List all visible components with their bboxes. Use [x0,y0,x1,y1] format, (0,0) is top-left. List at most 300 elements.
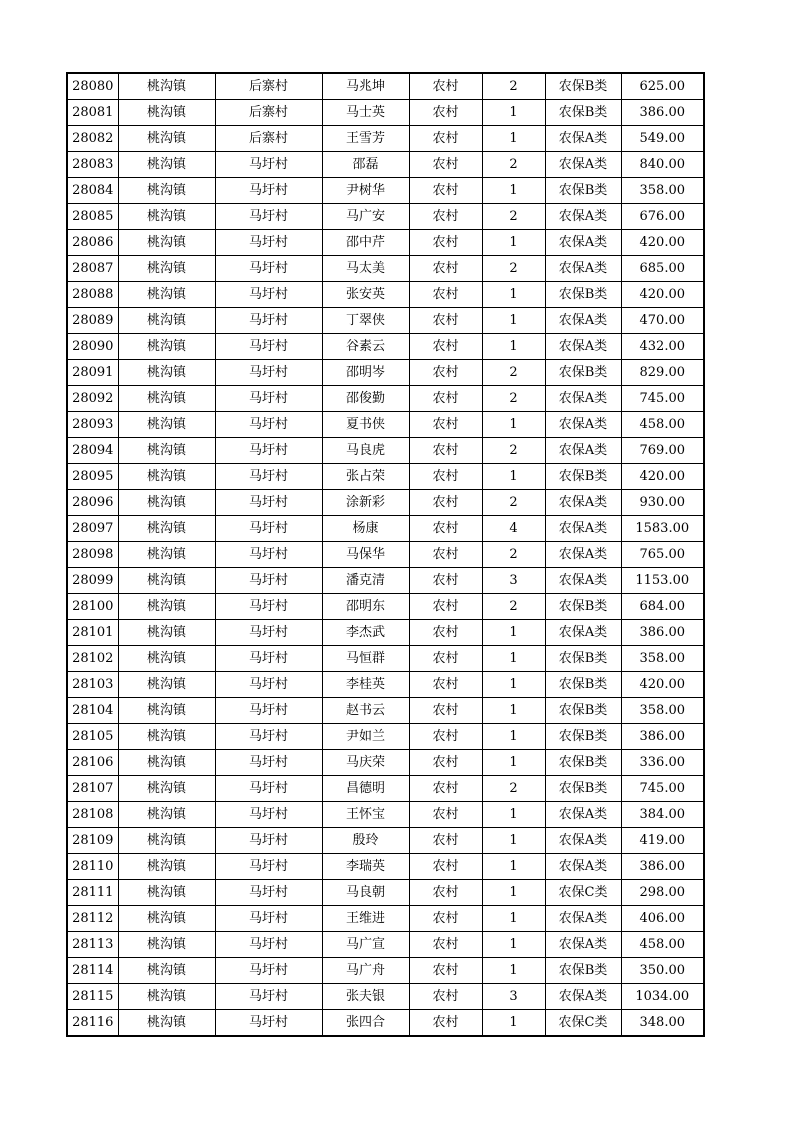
town-cell: 桃沟镇 [118,73,215,100]
insurance-category-cell: 农保A类 [545,906,621,932]
insurance-category-cell: 农保B类 [545,282,621,308]
insurance-category-cell: 农保A类 [545,308,621,334]
person-count-cell: 1 [482,828,545,854]
amount-cell: 685.00 [621,256,704,282]
record-id-cell: 28094 [67,438,118,464]
insurance-category-cell: 农保A类 [545,256,621,282]
record-id-cell: 28103 [67,672,118,698]
amount-cell: 840.00 [621,152,704,178]
household-type-cell: 农村 [409,568,482,594]
insurance-category-cell: 农保A类 [545,152,621,178]
town-cell: 桃沟镇 [118,230,215,256]
name-cell: 赵书云 [322,698,409,724]
amount-cell: 470.00 [621,308,704,334]
town-cell: 桃沟镇 [118,516,215,542]
amount-cell: 625.00 [621,73,704,100]
table-row [67,672,704,698]
table-row [67,750,704,776]
table-row [67,73,704,100]
table-row [67,386,704,412]
record-id-cell: 28098 [67,542,118,568]
village-cell: 马圩村 [215,282,322,308]
name-cell: 涂新彩 [322,490,409,516]
record-id-cell: 28097 [67,516,118,542]
table-row [67,698,704,724]
amount-cell: 350.00 [621,958,704,984]
name-cell: 马兆坤 [322,73,409,100]
insurance-category-cell: 农保C类 [545,1010,621,1037]
village-cell: 马圩村 [215,802,322,828]
table-row [67,620,704,646]
insurance-category-cell: 农保A类 [545,334,621,360]
name-cell: 谷素云 [322,334,409,360]
table-row [67,958,704,984]
household-type-cell: 农村 [409,490,482,516]
insurance-category-cell: 农保B类 [545,724,621,750]
insurance-category-cell: 农保B类 [545,178,621,204]
household-type-cell: 农村 [409,1010,482,1037]
insurance-category-cell: 农保A类 [545,126,621,152]
table-row [67,308,704,334]
person-count-cell: 2 [482,386,545,412]
record-id-cell: 28081 [67,100,118,126]
person-count-cell: 4 [482,516,545,542]
amount-cell: 386.00 [621,620,704,646]
amount-cell: 406.00 [621,906,704,932]
village-cell: 马圩村 [215,854,322,880]
amount-cell: 358.00 [621,178,704,204]
table-row [67,802,704,828]
amount-cell: 419.00 [621,828,704,854]
village-cell: 马圩村 [215,1010,322,1037]
name-cell: 殷玲 [322,828,409,854]
record-id-cell: 28090 [67,334,118,360]
table-row [67,282,704,308]
insurance-category-cell: 农保A类 [545,412,621,438]
town-cell: 桃沟镇 [118,126,215,152]
person-count-cell: 1 [482,282,545,308]
village-cell: 马圩村 [215,906,322,932]
amount-cell: 829.00 [621,360,704,386]
town-cell: 桃沟镇 [118,698,215,724]
amount-cell: 432.00 [621,334,704,360]
amount-cell: 549.00 [621,126,704,152]
table-row [67,516,704,542]
table-row [67,542,704,568]
town-cell: 桃沟镇 [118,880,215,906]
insurance-category-cell: 农保A类 [545,516,621,542]
person-count-cell: 2 [482,490,545,516]
town-cell: 桃沟镇 [118,984,215,1010]
insurance-category-cell: 农保A类 [545,802,621,828]
table-row [67,906,704,932]
record-id-cell: 28096 [67,490,118,516]
village-cell: 马圩村 [215,880,322,906]
household-type-cell: 农村 [409,750,482,776]
household-type-cell: 农村 [409,126,482,152]
household-type-cell: 农村 [409,308,482,334]
town-cell: 桃沟镇 [118,724,215,750]
person-count-cell: 1 [482,880,545,906]
amount-cell: 1153.00 [621,568,704,594]
record-id-cell: 28084 [67,178,118,204]
insurance-category-cell: 农保C类 [545,880,621,906]
town-cell: 桃沟镇 [118,100,215,126]
household-type-cell: 农村 [409,724,482,750]
village-cell: 马圩村 [215,178,322,204]
name-cell: 马保华 [322,542,409,568]
amount-cell: 384.00 [621,802,704,828]
table-row [67,724,704,750]
insurance-category-cell: 农保B类 [545,73,621,100]
household-type-cell: 农村 [409,256,482,282]
town-cell: 桃沟镇 [118,750,215,776]
record-id-cell: 28100 [67,594,118,620]
village-cell: 马圩村 [215,828,322,854]
insurance-category-cell: 农保A类 [545,568,621,594]
name-cell: 马良朝 [322,880,409,906]
person-count-cell: 1 [482,308,545,334]
record-id-cell: 28093 [67,412,118,438]
person-count-cell: 1 [482,672,545,698]
town-cell: 桃沟镇 [118,464,215,490]
village-cell: 后寨村 [215,100,322,126]
name-cell: 邵俊勤 [322,386,409,412]
person-count-cell: 2 [482,204,545,230]
name-cell: 王雪芳 [322,126,409,152]
insurance-category-cell: 农保A类 [545,386,621,412]
amount-cell: 386.00 [621,100,704,126]
household-type-cell: 农村 [409,542,482,568]
household-type-cell: 农村 [409,984,482,1010]
record-id-cell: 28080 [67,73,118,100]
village-cell: 马圩村 [215,724,322,750]
household-type-cell: 农村 [409,438,482,464]
village-cell: 后寨村 [215,73,322,100]
amount-cell: 420.00 [621,672,704,698]
insurance-category-cell: 农保B类 [545,360,621,386]
insurance-category-cell: 农保A类 [545,828,621,854]
record-id-cell: 28095 [67,464,118,490]
household-type-cell: 农村 [409,412,482,438]
table-row [67,256,704,282]
household-type-cell: 农村 [409,776,482,802]
table-row [67,100,704,126]
name-cell: 昌德明 [322,776,409,802]
record-id-cell: 28092 [67,386,118,412]
person-count-cell: 1 [482,412,545,438]
town-cell: 桃沟镇 [118,958,215,984]
household-type-cell: 农村 [409,100,482,126]
amount-cell: 458.00 [621,932,704,958]
household-type-cell: 农村 [409,646,482,672]
name-cell: 李瑞英 [322,854,409,880]
insurance-category-cell: 农保A类 [545,620,621,646]
name-cell: 马广安 [322,204,409,230]
household-type-cell: 农村 [409,880,482,906]
household-type-cell: 农村 [409,854,482,880]
household-type-cell: 农村 [409,73,482,100]
village-cell: 马圩村 [215,672,322,698]
table-row [67,854,704,880]
person-count-cell: 1 [482,126,545,152]
table-row [67,568,704,594]
table-row [67,984,704,1010]
town-cell: 桃沟镇 [118,1010,215,1037]
name-cell: 尹树华 [322,178,409,204]
amount-cell: 930.00 [621,490,704,516]
town-cell: 桃沟镇 [118,438,215,464]
person-count-cell: 1 [482,698,545,724]
record-id-cell: 28102 [67,646,118,672]
insurance-category-cell: 农保A类 [545,230,621,256]
town-cell: 桃沟镇 [118,308,215,334]
village-cell: 马圩村 [215,620,322,646]
table-row [67,438,704,464]
record-id-cell: 28113 [67,932,118,958]
name-cell: 杨康 [322,516,409,542]
household-type-cell: 农村 [409,178,482,204]
village-cell: 马圩村 [215,932,322,958]
village-cell: 马圩村 [215,152,322,178]
amount-cell: 420.00 [621,230,704,256]
insurance-category-cell: 农保A类 [545,438,621,464]
amount-cell: 1034.00 [621,984,704,1010]
person-count-cell: 2 [482,360,545,386]
town-cell: 桃沟镇 [118,646,215,672]
household-type-cell: 农村 [409,802,482,828]
insurance-category-cell: 农保B类 [545,646,621,672]
name-cell: 马良虎 [322,438,409,464]
person-count-cell: 1 [482,646,545,672]
name-cell: 邵明岑 [322,360,409,386]
person-count-cell: 1 [482,464,545,490]
town-cell: 桃沟镇 [118,178,215,204]
table-row [67,828,704,854]
table-row [67,776,704,802]
household-type-cell: 农村 [409,282,482,308]
record-id-cell: 28086 [67,230,118,256]
person-count-cell: 2 [482,152,545,178]
village-cell: 马圩村 [215,256,322,282]
amount-cell: 765.00 [621,542,704,568]
town-cell: 桃沟镇 [118,256,215,282]
person-count-cell: 1 [482,178,545,204]
table-row [67,594,704,620]
village-cell: 马圩村 [215,698,322,724]
table-row [67,360,704,386]
household-type-cell: 农村 [409,464,482,490]
person-count-cell: 2 [482,438,545,464]
town-cell: 桃沟镇 [118,568,215,594]
name-cell: 马广宣 [322,932,409,958]
name-cell: 潘克清 [322,568,409,594]
record-id-cell: 28107 [67,776,118,802]
person-count-cell: 1 [482,620,545,646]
insurance-category-cell: 农保B类 [545,776,621,802]
insurance-category-cell: 农保A类 [545,204,621,230]
amount-cell: 358.00 [621,698,704,724]
household-type-cell: 农村 [409,386,482,412]
village-cell: 马圩村 [215,776,322,802]
amount-cell: 348.00 [621,1010,704,1037]
name-cell: 李桂英 [322,672,409,698]
insurance-category-cell: 农保B类 [545,750,621,776]
name-cell: 邵中芹 [322,230,409,256]
name-cell: 邵磊 [322,152,409,178]
record-id-cell: 28109 [67,828,118,854]
table-row [67,230,704,256]
village-cell: 马圩村 [215,958,322,984]
village-cell: 马圩村 [215,490,322,516]
name-cell: 马恒群 [322,646,409,672]
village-cell: 马圩村 [215,542,322,568]
person-count-cell: 2 [482,256,545,282]
amount-cell: 420.00 [621,464,704,490]
amount-cell: 336.00 [621,750,704,776]
table-row [67,646,704,672]
insurance-category-cell: 农保B类 [545,958,621,984]
insurance-category-cell: 农保A类 [545,490,621,516]
village-cell: 马圩村 [215,984,322,1010]
table-row [67,412,704,438]
table-body [67,73,704,1036]
name-cell: 丁翠侠 [322,308,409,334]
person-count-cell: 1 [482,1010,545,1037]
name-cell: 马庆荣 [322,750,409,776]
record-id-cell: 28116 [67,1010,118,1037]
village-cell: 后寨村 [215,126,322,152]
town-cell: 桃沟镇 [118,386,215,412]
town-cell: 桃沟镇 [118,594,215,620]
person-count-cell: 1 [482,958,545,984]
record-id-cell: 28099 [67,568,118,594]
name-cell: 尹如兰 [322,724,409,750]
person-count-cell: 1 [482,750,545,776]
insurance-category-cell: 农保A类 [545,854,621,880]
household-type-cell: 农村 [409,230,482,256]
table-row [67,126,704,152]
amount-cell: 745.00 [621,776,704,802]
insurance-category-cell: 农保B类 [545,698,621,724]
town-cell: 桃沟镇 [118,542,215,568]
name-cell: 马广舟 [322,958,409,984]
household-type-cell: 农村 [409,334,482,360]
person-count-cell: 1 [482,906,545,932]
village-cell: 马圩村 [215,412,322,438]
record-id-cell: 28087 [67,256,118,282]
name-cell: 马士英 [322,100,409,126]
name-cell: 王维进 [322,906,409,932]
record-id-cell: 28088 [67,282,118,308]
record-id-cell: 28104 [67,698,118,724]
person-count-cell: 3 [482,568,545,594]
village-cell: 马圩村 [215,360,322,386]
village-cell: 马圩村 [215,516,322,542]
village-cell: 马圩村 [215,750,322,776]
insurance-category-cell: 农保A类 [545,984,621,1010]
household-type-cell: 农村 [409,906,482,932]
household-type-cell: 农村 [409,594,482,620]
amount-cell: 298.00 [621,880,704,906]
town-cell: 桃沟镇 [118,620,215,646]
household-type-cell: 农村 [409,204,482,230]
village-cell: 马圩村 [215,230,322,256]
village-cell: 马圩村 [215,568,322,594]
household-type-cell: 农村 [409,932,482,958]
town-cell: 桃沟镇 [118,490,215,516]
person-count-cell: 2 [482,776,545,802]
household-type-cell: 农村 [409,360,482,386]
record-id-cell: 28110 [67,854,118,880]
insurance-category-cell: 农保B类 [545,594,621,620]
record-id-cell: 28112 [67,906,118,932]
village-cell: 马圩村 [215,386,322,412]
record-id-cell: 28111 [67,880,118,906]
person-count-cell: 1 [482,854,545,880]
village-cell: 马圩村 [215,438,322,464]
record-id-cell: 28101 [67,620,118,646]
amount-cell: 684.00 [621,594,704,620]
amount-cell: 386.00 [621,724,704,750]
household-type-cell: 农村 [409,620,482,646]
amount-cell: 386.00 [621,854,704,880]
amount-cell: 745.00 [621,386,704,412]
records-table [66,72,705,1037]
town-cell: 桃沟镇 [118,360,215,386]
person-count-cell: 1 [482,932,545,958]
amount-cell: 1583.00 [621,516,704,542]
person-count-cell: 3 [482,984,545,1010]
village-cell: 马圩村 [215,464,322,490]
table-row [67,464,704,490]
household-type-cell: 农村 [409,958,482,984]
insurance-category-cell: 农保B类 [545,672,621,698]
record-id-cell: 28108 [67,802,118,828]
village-cell: 马圩村 [215,646,322,672]
name-cell: 李杰武 [322,620,409,646]
record-id-cell: 28091 [67,360,118,386]
name-cell: 马太美 [322,256,409,282]
table-row [67,932,704,958]
person-count-cell: 1 [482,724,545,750]
amount-cell: 358.00 [621,646,704,672]
village-cell: 马圩村 [215,204,322,230]
amount-cell: 420.00 [621,282,704,308]
record-id-cell: 28115 [67,984,118,1010]
town-cell: 桃沟镇 [118,334,215,360]
town-cell: 桃沟镇 [118,776,215,802]
household-type-cell: 农村 [409,516,482,542]
amount-cell: 458.00 [621,412,704,438]
town-cell: 桃沟镇 [118,854,215,880]
person-count-cell: 1 [482,334,545,360]
town-cell: 桃沟镇 [118,204,215,230]
village-cell: 马圩村 [215,308,322,334]
person-count-cell: 1 [482,100,545,126]
record-id-cell: 28082 [67,126,118,152]
table-row [67,152,704,178]
insurance-category-cell: 农保B类 [545,100,621,126]
person-count-cell: 2 [482,542,545,568]
name-cell: 张四合 [322,1010,409,1037]
town-cell: 桃沟镇 [118,932,215,958]
town-cell: 桃沟镇 [118,672,215,698]
name-cell: 张占荣 [322,464,409,490]
household-type-cell: 农村 [409,672,482,698]
town-cell: 桃沟镇 [118,282,215,308]
name-cell: 王怀宝 [322,802,409,828]
